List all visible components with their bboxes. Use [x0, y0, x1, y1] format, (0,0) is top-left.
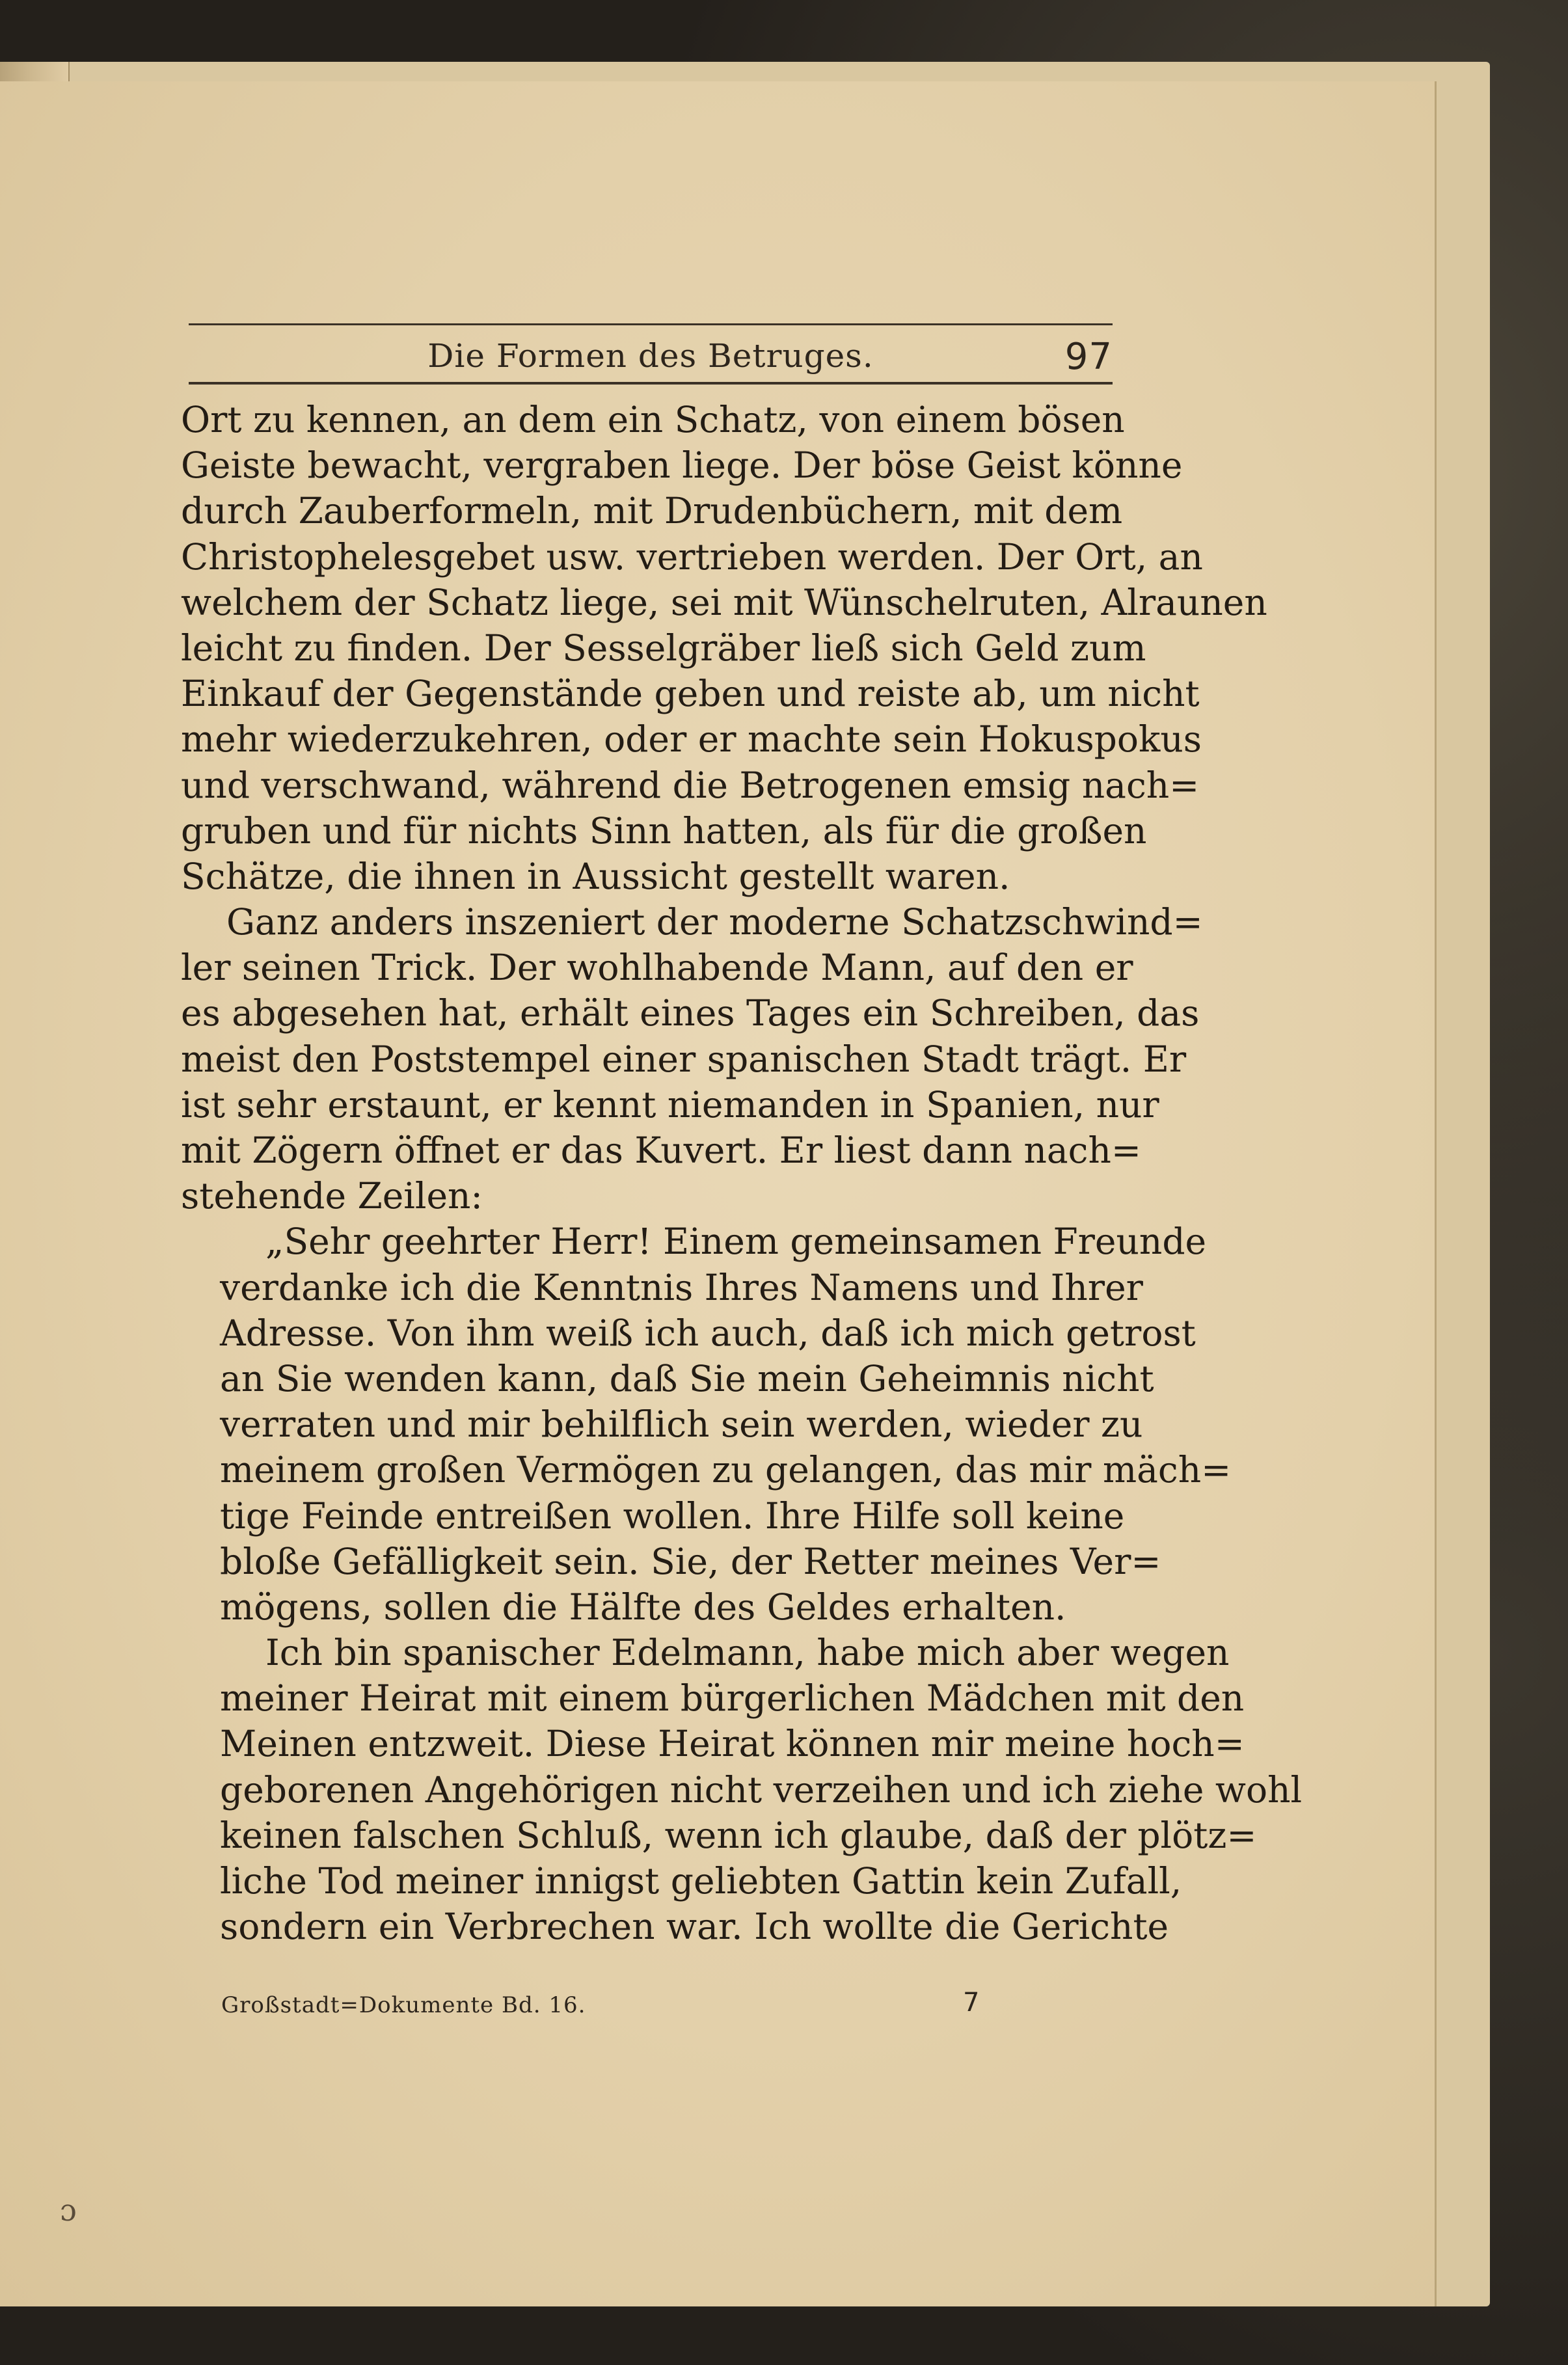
text-line: Meinen entzweit. Diese Heirat können mir meine hoch=	[220, 1723, 1245, 1765]
text-line: Geiste bewacht, vergraben liege. Der böse Geist könne	[181, 444, 1183, 487]
header-rule-top	[189, 323, 1113, 325]
text-line: meist den Poststempel einer spanischen Stadt trägt. Er	[181, 1038, 1187, 1080]
footer-signature: 7	[963, 1988, 980, 2018]
footer-series: Großstadt=Dokumente Bd. 16.	[221, 1992, 586, 2018]
text-line: verraten und mir behilflich sein werden, wieder zu	[220, 1403, 1143, 1446]
text-line: keinen falschen Schluß, wenn ich glaube, daß der plötz=	[220, 1814, 1257, 1856]
text-line: welchem der Schatz liege, sei mit Wünschelruten, Alraunen	[181, 581, 1267, 623]
text-line: ler seinen Trick. Der wohlhabende Mann, auf den er	[181, 947, 1133, 989]
text-line: liche Tod meiner innigst geliebten Gattin kein Zufall,	[220, 1860, 1182, 1902]
text-line: Einkauf der Gegenstände geben und reiste ab, um nicht	[181, 673, 1200, 715]
text-line: Ganz anders inszeniert der moderne Schatzschwind=	[226, 901, 1203, 943]
header-rule-bottom	[189, 382, 1113, 385]
text-line: mit Zögern öffnet er das Kuvert. Er liest dann nach=	[181, 1129, 1141, 1171]
text-line: verdanke ich die Kenntnis Ihres Namens und Ihrer	[220, 1266, 1143, 1308]
text-line: Ich bin spanischer Edelmann, habe mich aber wegen	[265, 1632, 1230, 1674]
text-line: bloße Gefälligkeit sein. Sie, der Retter meines Ver=	[220, 1540, 1161, 1582]
text-line: ist sehr erstaunt, er kennt niemanden in Spanien, nur	[181, 1083, 1159, 1126]
text-line: stehende Zeilen:	[181, 1175, 483, 1217]
text-line: an Sie wenden kann, daß Sie mein Geheimnis nicht	[220, 1357, 1154, 1399]
page-number: 97	[1064, 336, 1113, 378]
text-line: Christophelesgebet usw. vertrieben werden. Der Ort, an	[181, 535, 1203, 578]
text-line: tige Feinde entreißen wollen. Ihre Hilfe soll keine	[220, 1494, 1125, 1537]
margin-mark-icon: ɔ	[60, 2193, 77, 2228]
text-line: mehr wiederzukehren, oder er machte sein Hokuspokus	[181, 718, 1202, 761]
text-line: und verschwand, während die Betrogenen emsig nach=	[181, 764, 1200, 806]
running-head	[189, 331, 1113, 381]
text-line: leicht zu finden. Der Sesselgräber ließ sich Geld zum	[181, 627, 1146, 669]
text-line: Ort zu kennen, an dem ein Schatz, von einem bösen	[181, 399, 1125, 440]
text-line: geborenen Angehörigen nicht verzeihen und ich ziehe wohl	[220, 1768, 1303, 1811]
body-text	[181, 397, 1303, 1949]
running-title: Die Formen des Betruges.	[427, 337, 874, 375]
text-line: durch Zauberformeln, mit Drudenbüchern, mit dem	[181, 490, 1123, 532]
text-line: meiner Heirat mit einem bürgerlichen Mädchen mit den	[220, 1677, 1245, 1720]
text-line: „Sehr geehrter Herr! Einem gemeinsamen Freunde	[265, 1221, 1207, 1263]
text-line: gruben und für nichts Sinn hatten, als für die großen	[181, 809, 1147, 852]
text-line: sondern ein Verbrechen war. Ich wollte die Gerichte	[220, 1906, 1169, 1948]
text-line: Adresse. Von ihm weiß ich auch, daß ich mich getrost	[220, 1312, 1196, 1354]
text-line: es abgesehen hat, erhält eines Tages ein Schreiben, das	[181, 992, 1200, 1034]
text-line: Schätze, die ihnen in Aussicht gestellt waren.	[181, 855, 1010, 897]
text-line: mögens, sollen die Hälfte des Geldes erhalten.	[220, 1586, 1066, 1628]
text-line: meinem großen Vermögen zu gelangen, das mir mäch=	[220, 1449, 1232, 1491]
